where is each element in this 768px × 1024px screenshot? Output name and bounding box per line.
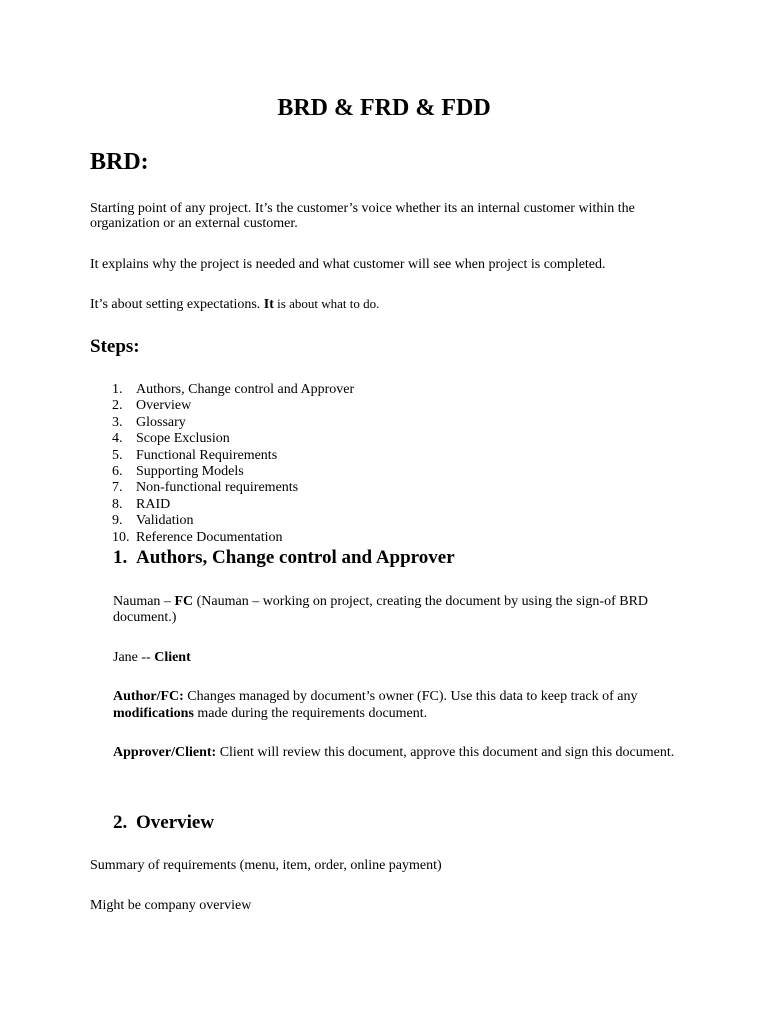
nauman-line-1 — [113, 594, 648, 610]
list-item-label: RAID — [136, 496, 171, 512]
intro-p3-rest: is about what to do. — [273, 296, 380, 311]
list-item-label: Functional Requirements — [136, 447, 278, 463]
list-item-number: 10. — [112, 529, 130, 545]
list-item-label: Non-functional requirements — [136, 480, 299, 496]
list-item — [112, 529, 283, 546]
steps-heading: Steps: — [90, 336, 140, 357]
section-2-heading — [113, 811, 214, 835]
list-item-number: 5. — [112, 447, 123, 463]
list-item-number: 4. — [112, 431, 123, 447]
section-2-number: 2. — [113, 812, 128, 833]
list-item-label: Authors, Change control and Approver — [136, 382, 355, 397]
approver-line — [113, 745, 674, 761]
list-item-number: 7. — [112, 480, 123, 496]
list-item-number: 9. — [112, 513, 123, 529]
list-item-label: Scope Exclusion — [136, 431, 230, 447]
jane-role: Client — [154, 650, 191, 665]
list-item-number: 8. — [112, 496, 123, 512]
list-item-label: Reference Documentation — [136, 529, 283, 545]
steps-list — [112, 382, 355, 546]
section-1-title: Authors, Change control and Approver — [136, 547, 455, 568]
approver-label: Approver/Client: — [113, 745, 217, 760]
list-item — [112, 447, 278, 464]
section-1-number: 1. — [113, 547, 128, 568]
list-item-number: 1. — [112, 382, 123, 397]
author-line-1 — [113, 689, 638, 705]
intro-paragraph-2: It explains why the project is needed and what customer will see when project is completed. — [90, 257, 606, 272]
author-text-2: made during the requirements document. — [193, 706, 428, 721]
intro-paragraph-3 — [90, 296, 379, 313]
list-item-label: Overview — [136, 398, 192, 414]
intro-p3-bold: It — [263, 297, 274, 312]
list-item — [112, 463, 244, 480]
document-title: BRD & FRD & FDD — [277, 95, 491, 121]
nauman-name: Nauman – — [113, 594, 175, 609]
nauman-line-2: document.) — [113, 610, 177, 625]
list-item — [112, 480, 299, 496]
list-item — [112, 414, 186, 431]
intro-p3-text: It’s about setting expectations. — [90, 297, 264, 312]
list-item-label: Glossary — [136, 414, 186, 430]
intro-paragraph-1-line-2: organization or an external customer. — [90, 216, 298, 231]
section-2-title: Overview — [136, 812, 215, 833]
intro-paragraph-1-line-1: Starting point of any project. It’s the customer’s voice whether its an internal customer within the — [90, 201, 635, 216]
author-line-2 — [113, 706, 427, 722]
overview-paragraph-2: Might be company overview — [90, 898, 252, 913]
nauman-role: FC — [174, 594, 194, 609]
list-item — [112, 513, 194, 529]
list-item — [112, 382, 355, 398]
author-bold-word: modifications — [113, 706, 194, 721]
nauman-note: (Nauman – working on project, creating the document by using the sign-of BRD — [193, 594, 649, 609]
section-1-heading — [113, 546, 455, 570]
list-item-label: Supporting Models — [136, 463, 244, 479]
list-item-number: 3. — [112, 414, 123, 430]
overview-paragraph-1: Summary of requirements (menu, item, order, online payment) — [90, 858, 442, 873]
list-item-number: 2. — [112, 398, 123, 414]
list-item — [112, 431, 230, 447]
approver-text: Client will review this document, approve this document and sign this document. — [216, 745, 675, 760]
brd-heading: BRD: — [90, 149, 149, 175]
author-label: Author/FC: — [113, 689, 184, 704]
list-item-number: 6. — [112, 463, 123, 479]
list-item — [112, 496, 171, 513]
list-item — [112, 398, 192, 414]
jane-line — [113, 650, 191, 666]
author-text: Changes managed by document’s owner (FC). Use this data to keep track of any — [183, 689, 638, 704]
jane-name: Jane -- — [113, 650, 155, 665]
list-item-label: Validation — [136, 513, 194, 529]
